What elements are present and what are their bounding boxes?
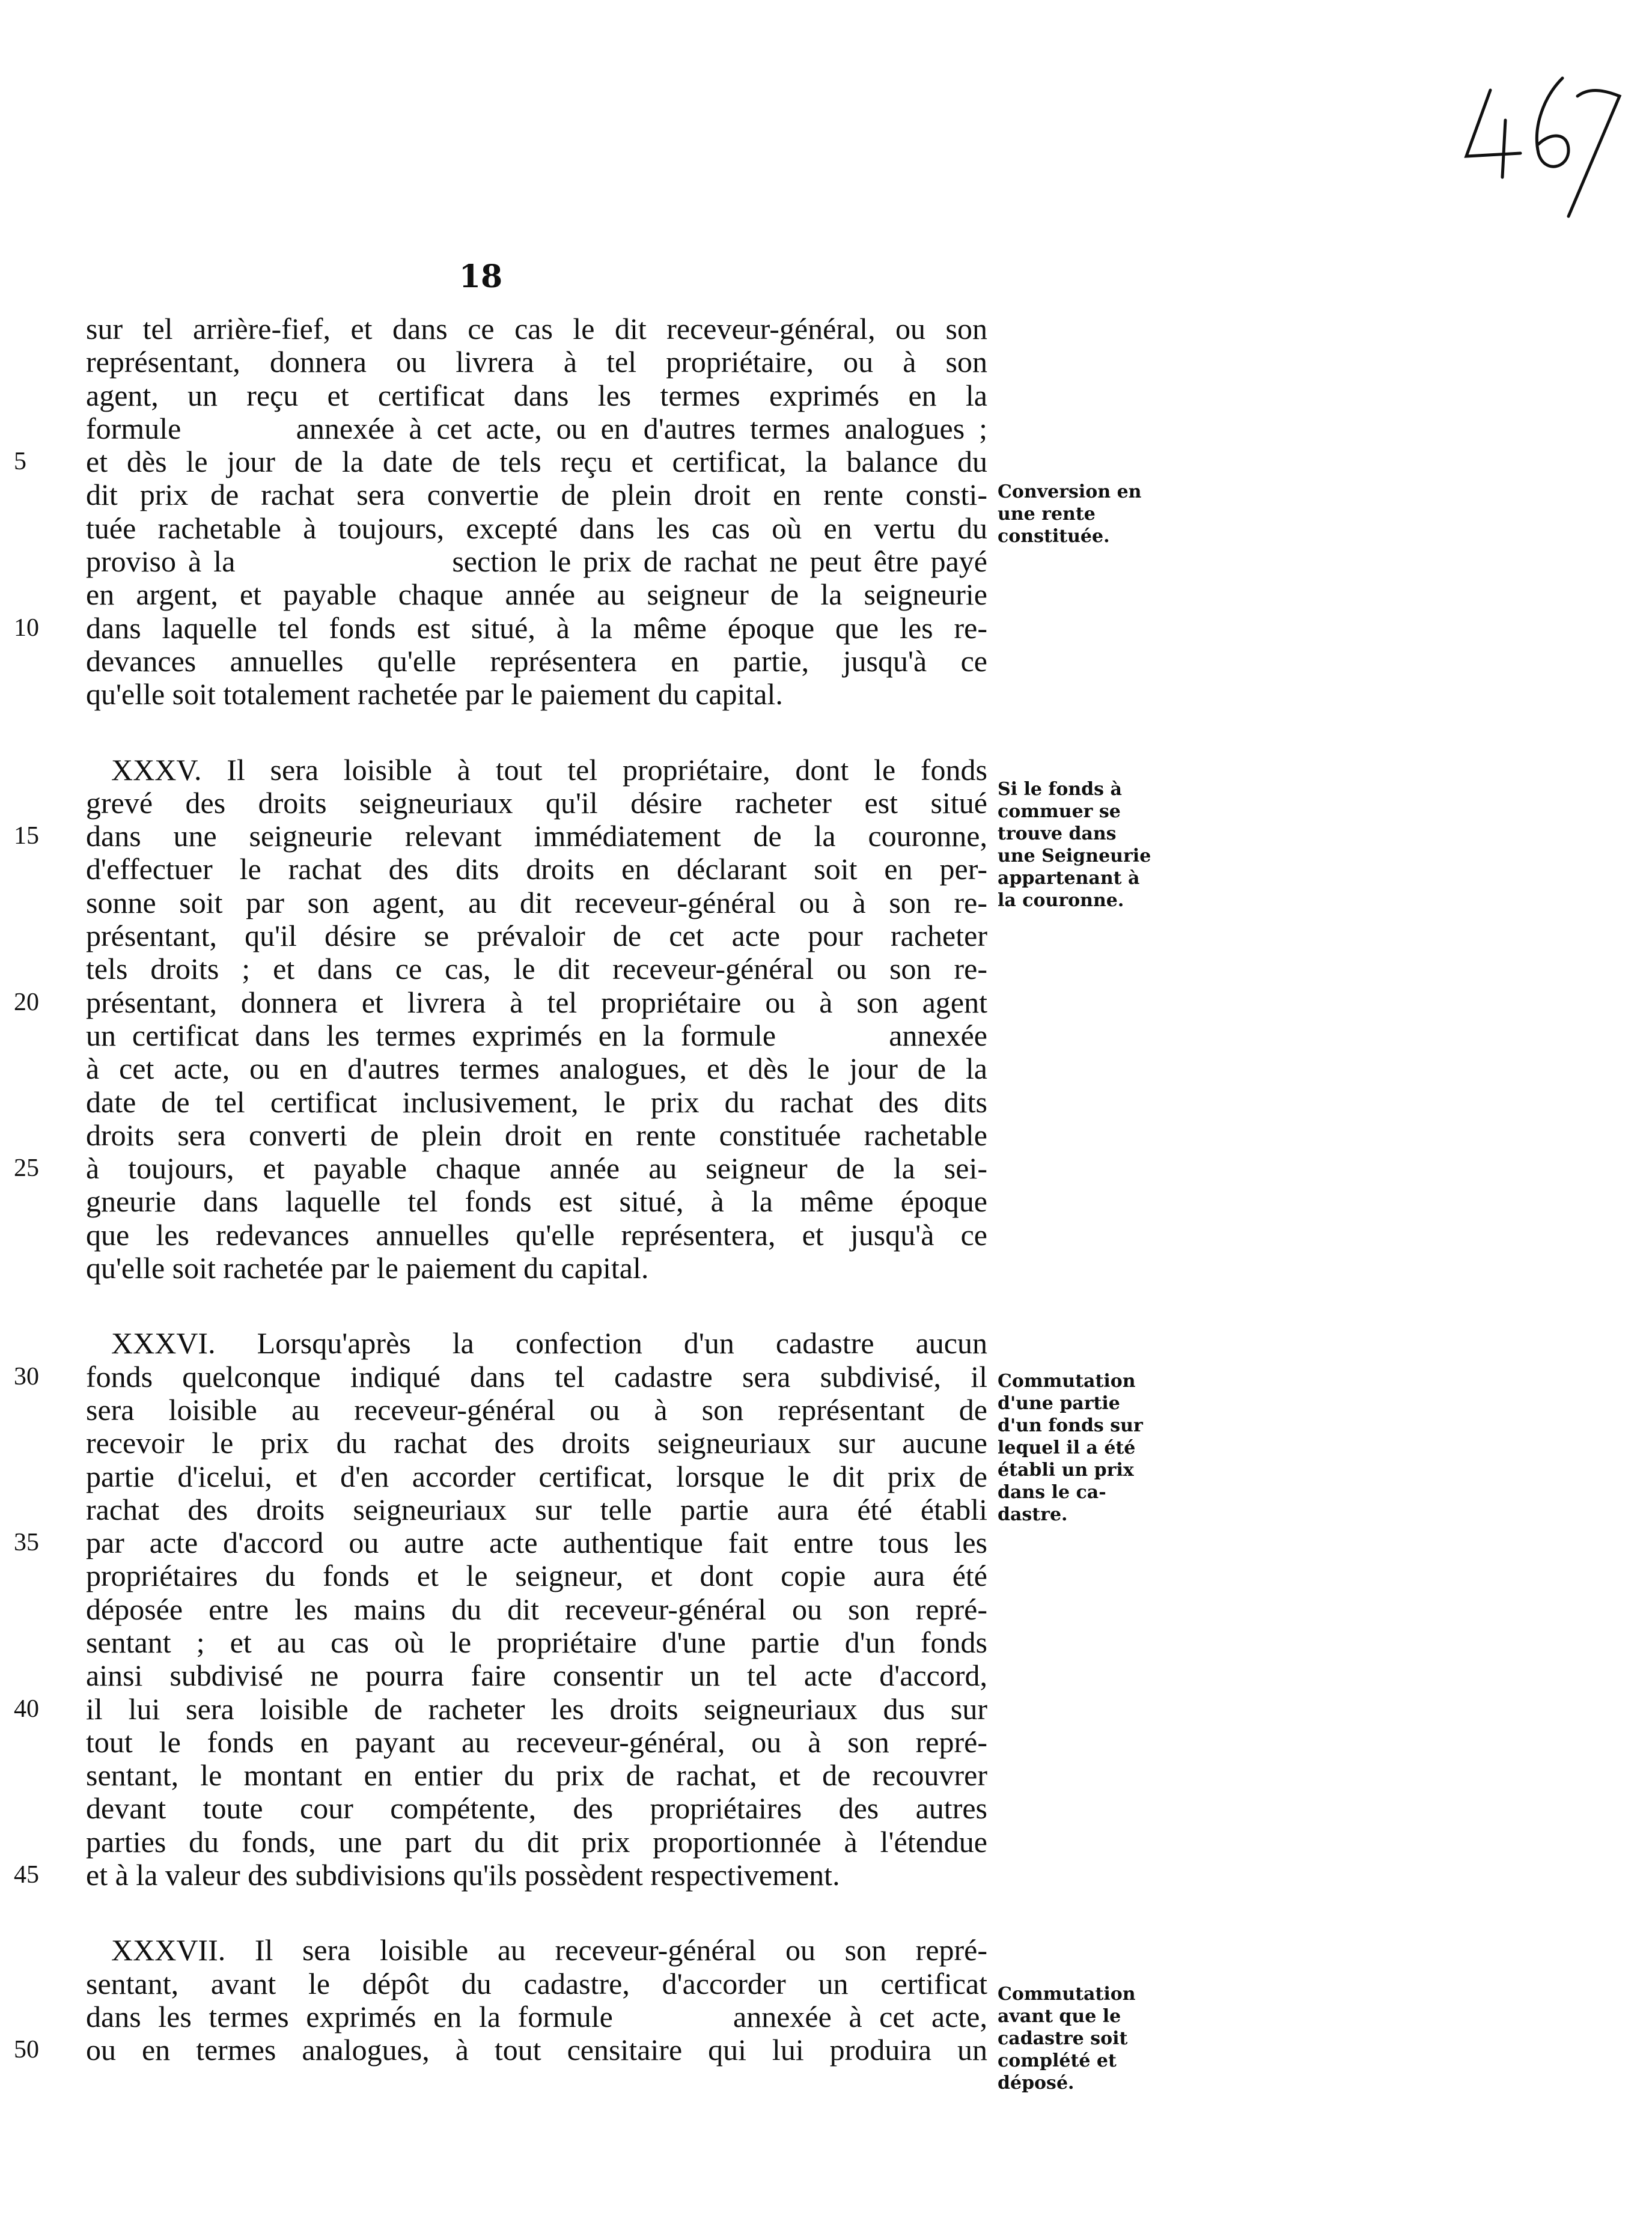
paragraph [14,1326,987,1892]
text-line: un certificat dans les termes exprimés en la formule annexée [86,1018,987,1052]
handwritten-folio-number [1448,54,1629,222]
text-line: 10 dans laquelle tel fonds est situé, à la même époque que les re- [14,611,987,645]
text-line: devances annuelles qu'elle représentera en partie, jusqu'à ce [86,644,987,678]
text-line: déposée entre les mains du dit receveur-général ou son repré- [86,1592,987,1626]
text-line: 30 fonds quelconque indiqué dans tel cadastre sera subdivisé, il [14,1359,987,1394]
text-line: sera loisible au receveur-général ou à son représentant de [86,1392,987,1427]
text-line: à cet acte, ou en d'autres termes analogues, et dès le jour de la [86,1052,987,1086]
text-line: sonne soit par son agent, au dit receveur-général ou à son re- [86,885,987,919]
line-number: 45 [14,1861,39,1889]
text-line: grevé des droits seigneuriaux qu'il désire racheter est situé [86,785,987,820]
line-number: 30 [14,1362,39,1391]
page-number: 18 [459,258,503,295]
text-line: présentant, qu'il désire se prévaloir de cet acte pour racheter [86,919,987,953]
line-number: 40 [14,1695,39,1723]
text-line: parties du fonds, une part du dit prix proportionnée à l'étendue [86,1824,987,1859]
text-line: 40 il lui sera loisible de racheter les droits seigneuriaux dus sur [14,1692,987,1726]
text-line: XXXVI. Lorsqu'après la confection d'un cadastre aucun [111,1326,987,1360]
margin-note-couronne: Si le fonds à commuer se trouve dans une Seigneurie appartenant à la couronne. [998,779,1151,911]
text-line: droits sera converti de plein droit en rente constituée rachetable [86,1118,987,1152]
text-line: 50 ou en termes analogues, à tout censitaire qui lui produira un [14,2033,987,2067]
text-line: propriétaires du fonds et le seigneur, et dont copie aura été [86,1559,987,1593]
line-number: 5 [14,448,26,476]
text-line: recevoir le prix du rachat des droits seigneuriaux sur aucune [86,1426,987,1460]
margin-note-commutation-partie: Commutation d'une partie d'un fonds sur lequel il a été établi un prix dans le ca- dastre. [998,1371,1143,1525]
text-line: dans les termes exprimés en la formule annexée à cet acte, [86,1999,987,2034]
text-line: tout le fonds en payant au receveur-général, ou à son repré- [86,1725,987,1759]
text-line: d'effectuer le rachat des dits droits en déclarant soit en per- [86,852,987,886]
text-line: 20 présentant, donnera et livrera à tel propriétaire ou à son agent [14,985,987,1019]
text-line: ainsi subdivisé ne pourra faire consentir un tel acte d'accord, [86,1659,987,1693]
margin-note-commutation-avant: Commutation avant que le cadastre soit complété et déposé. [998,1984,1136,2094]
paragraph [14,312,987,711]
text-line: partie d'icelui, et d'en accorder certificat, lorsque le dit prix de [86,1459,987,1493]
text-line: dit prix de rachat sera convertie de plein droit en rente consti- [86,478,987,512]
text-line: XXXV. Il sera loisible à tout tel propriétaire, dont le fonds [111,752,987,787]
text-line: rachat des droits seigneuriaux sur telle partie aura été établi [86,1492,987,1526]
text-line: 15 dans une seigneurie relevant immédiatement de la couronne, [14,819,987,853]
text-line: agent, un reçu et certificat dans les termes exprimés en la [86,378,987,412]
text-line: représentant, donnera ou livrera à tel propriétaire, ou à son [86,345,987,379]
text-line: sentant, le montant en entier du prix de rachat, et de recouvrer [86,1758,987,1793]
line-number: 25 [14,1154,39,1183]
main-text [14,312,987,2067]
text-line: proviso à la section le prix de rachat ne peut être payé [86,544,987,579]
text-line: sur tel arrière-fief, et dans ce cas le dit receveur-général, ou son [86,312,987,346]
text-line: que les redevances annuelles qu'elle représentera, et jusqu'à ce [86,1217,987,1252]
text-line: date de tel certificat inclusivement, le prix du rachat des dits [86,1085,987,1119]
text-line: 25 à toujours, et payable chaque année au seigneur de la sei- [14,1151,987,1186]
text-line: qu'elle soit totalement rachetée par le paiement du capital. [86,677,783,711]
text-line: 35 par acte d'accord ou autre acte authentique fait entre tous les [14,1526,987,1560]
line-number: 15 [14,822,39,850]
text-line: 45 et à la valeur des subdivisions qu'ils possèdent respectivement. [14,1858,840,1892]
text-line: sentant ; et au cas où le propriétaire d'une partie d'un fonds [86,1625,987,1659]
text-line: formule annexée à cet acte, ou en d'autres termes analogues ; [86,411,987,445]
line-number: 35 [14,1529,39,1557]
text-line: tels droits ; et dans ce cas, le dit receveur-général ou son re- [86,952,987,986]
text-line: tuée rachetable à toujours, excepté dans les cas où en vertu du [86,511,987,545]
paragraph [14,752,987,1285]
text-line: en argent, et payable chaque année au seigneur de la seigneurie [86,577,987,612]
text-line: devant toute cour compétente, des propriétaires des autres [86,1791,987,1826]
text-line: sentant, avant le dépôt du cadastre, d'accorder un certificat [86,1966,987,2000]
paragraph [14,1933,987,2067]
text-line: 5 et dès le jour de la date de tels reçu et certificat, la balance du [14,445,987,479]
line-number: 20 [14,988,39,1016]
line-number: 10 [14,614,39,642]
text-line: gneurie dans laquelle tel fonds est situé, à la même époque [86,1184,987,1219]
line-number: 50 [14,2036,39,2064]
text-line: qu'elle soit rachetée par le paiement du capital. [86,1251,649,1285]
text-line: XXXVII. Il sera loisible au receveur-général ou son repré- [111,1933,987,1967]
margin-note-conversion: Conversion en une rente constituée. [998,481,1142,547]
